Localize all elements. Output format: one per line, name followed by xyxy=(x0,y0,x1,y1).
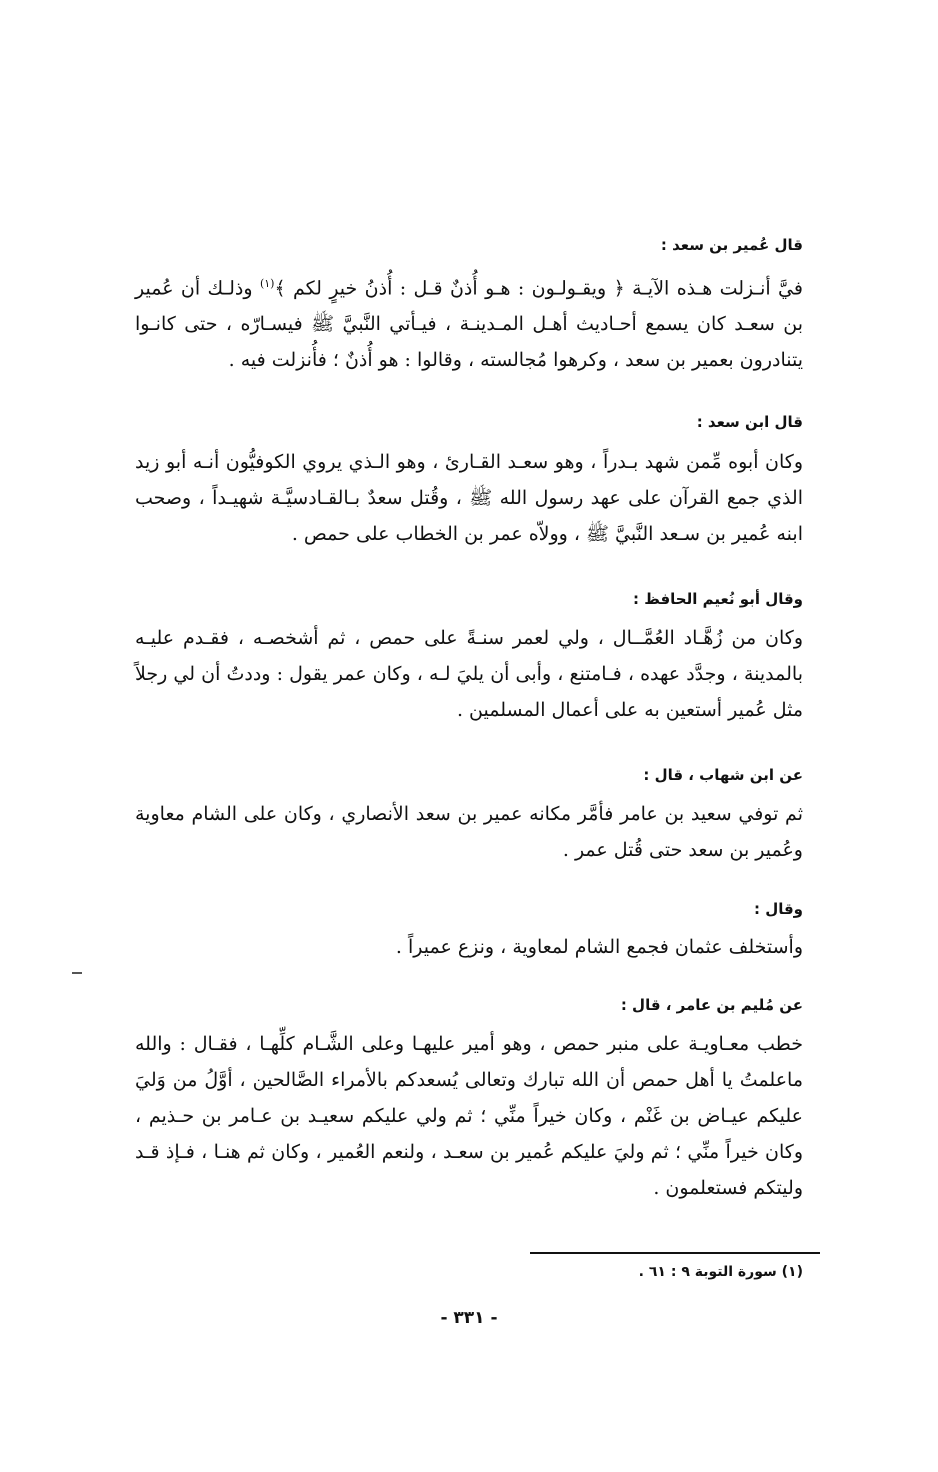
section-heading-qala: وقال : xyxy=(753,900,803,918)
section-paragraph-mulaym: خطب معـاويـة على منبر حمص ، وهو أمير عليهـا وعلى الشَّـام كلِّهـا ، فقـال : والله ماعلمتُ يا أهل حمص أن الله تبارك وتعالى يُسعدكم بالأمراء الصَّالحين ، أوَّلُ من وَليَ عليكم عيـاض بن غَنْم ، وكان خيراً منِّي ؛ ثم ولي عليكم سعيـد بن عـامر بن حـذيم ، وكان خيراً منِّي ؛ ثم وليَ عليكم عُمير بن سعـد ، ولنعم العُمير ، وكان ثم هنـا ، فـإذ قـد وليتكم فستعلمون . xyxy=(135,1033,803,1199)
footnote-reference[interactable]: (١) xyxy=(259,277,275,290)
section-paragraph-abu-nuaym: وكان من زُهَّـاد العُمَّــال ، ولي لعمر سنـةً على حمص ، ثم أشخصـه ، فقـدم عليـه بالمدينة ، وجدَّد عهده ، فـامتنع ، وأبى أن يليَ لـه ، وكان عمر يقول : وددتُ أن لي رجلاً مثل عُمير أستعين به على أعمال المسلمين . xyxy=(135,627,803,721)
section-heading-umayr: قال عُمير بن سعد : xyxy=(660,236,803,254)
section-paragraph-qala: وأستخلف عثمان فجمع الشام لمعاوية ، ونزع عميراً . xyxy=(395,936,803,958)
paragraph-text: وذلـك أن عُمير بن سعـد كان يسمع أحـاديث أهـل المـدينـة ، فيـأتي النَّبيَّ ﷺ فيسـارّه ، حتى كانـوا يتنادرون بعمير بن سعد ، وكرهوا مُجالسته ، وقالوا : هو أُذنٌ ؛ فأُنزلت فيه . xyxy=(135,277,803,372)
section-heading-ibn-shihab: عن ابن شهاب ، قال : xyxy=(643,766,803,784)
section-paragraph-ibn-saad: وكان أبوه مِّمن شهد بـدراً ، وهو سعـد القـارئ ، وهو الـذي يروي الكوفيُّون أنـه أبو زيد الذي جمع القرآن على عهد رسول الله ﷺ ، وقُتل سعدٌ بـالقـادسيَّـة شهيـداً ، وصحب ابنه عُمير بن سـعد النَّبيَّ ﷺ ، وولاّه عمر بن الخطاب على حمص . xyxy=(135,451,803,545)
paragraph-text: فيَّ أنـزلت هـذه الآيـة ﴿ ويقـولـون : هـو أُذنٌ قـل : أُذنُ خيرٍ لكم ﴾ xyxy=(274,277,803,300)
section-paragraph-umayr xyxy=(135,266,803,378)
section-heading-abu-nuaym: وقال أبو نُعيم الحافظ : xyxy=(633,590,803,608)
section-paragraph-ibn-shihab: ثم توفي سعيد بن عامر فأمَّر مكانه عمير بن سعد الأنصاري ، وكان على الشام معاوية وعُمير بن سعد حتى قُتل عمر . xyxy=(135,803,803,861)
footnote-divider xyxy=(530,1252,820,1254)
footnote: (١) سورة التوبة ٩ : ٦١ . xyxy=(638,1264,803,1280)
section-heading-mulaym: عن مُليم بن عامر ، قال : xyxy=(620,996,803,1014)
section-heading-ibn-saad: قال ابن سعد : xyxy=(696,413,803,431)
page-number: - ٣٣١ - xyxy=(440,1308,498,1328)
margin-mark xyxy=(72,972,82,974)
